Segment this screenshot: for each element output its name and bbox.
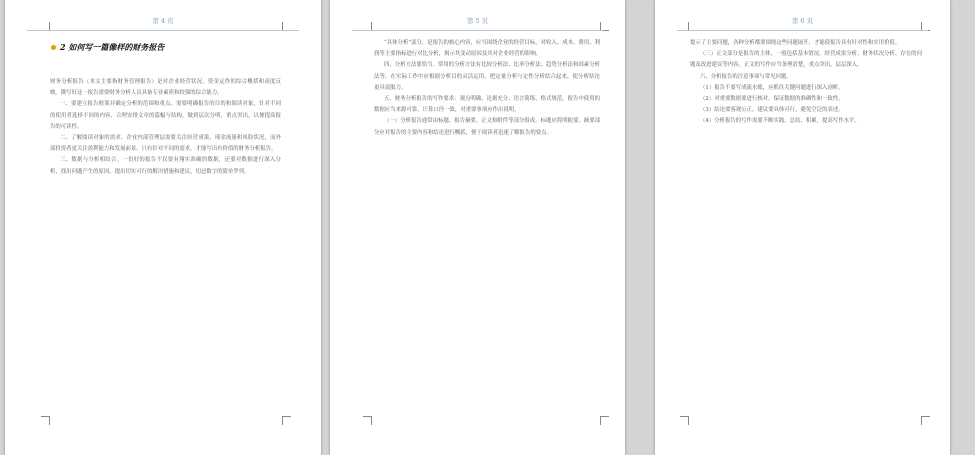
paragraph: （4）分析报告的写作需要不断实践、总结、积累，提高写作水平。 (700, 118, 860, 125)
paragraph: 提示了主要问题，各种分析都要围绕这些问题展开，才能使报告具有针对性和实用价值。 (690, 40, 901, 46)
paragraph: （3）结论要客观公正，建议要具体可行，避免空泛的表述。 (700, 107, 844, 114)
crop-mark (282, 416, 291, 425)
crop-mark (680, 416, 689, 425)
paragraph: 一、要建立报告框架并确定分析的范围和重点。需要明确报告的目的和阅读对象，针对不同的使用者选择不同的内容，合理安排文章的篇幅与结构，做到层次分明，重点突出，以便提高报告的可读性。 (50, 101, 281, 130)
page-header: 第 5 页 (352, 14, 603, 31)
paragraph: 三、数据与分析相结合。一份好的报告不仅要有翔实准确的数据，还要对数据进行深入分析，找出问题产生的原因，提出切实可行的解决措施和建议，切忌数字的简单罗列。 (50, 157, 281, 175)
paragraph: （2）对重要数据要进行核对，保证数据的准确性和一致性。 (700, 96, 844, 103)
page-body[interactable] (690, 38, 922, 128)
document-page-2 (330, 0, 625, 455)
page-body[interactable] (374, 38, 600, 139)
chapter-title (51, 42, 164, 53)
crop-mark (363, 416, 372, 425)
chapter-title-text: 2 如何写一篇像样的财务报告 (60, 42, 165, 52)
page-body[interactable] (50, 77, 281, 178)
document-page-3 (655, 0, 950, 455)
paragraph: （一）分析报告通常由标题、报告摘要、正文和附件等部分组成。标题应简明扼要，摘要部分应对报告的主要内容和结论进行概括，便于阅读者迅速了解报告的要点。 (374, 118, 600, 136)
paragraph: “具体分析”部分，是报告的核心内容，应当围绕企业的经营目标，对收入、成本、费用、利润等主要指标进行对比分析，揭示其变动原因及其对企业经营的影响。 (374, 40, 600, 58)
crop-mark (921, 416, 930, 425)
page-header: 第 4 页 (27, 14, 299, 31)
paragraph: （1）报告不要写成流水账，应抓住关键问题进行深入剖析。 (700, 84, 844, 91)
paragraph: 二、了解阅读对象的需求。企业内部管理层需要关注经营成果、现金流量和风险状况，而外部投资者更关注盈利能力和发展前景。只有针对不同的需求，才能写出有价值的财务分析报告。 (50, 135, 281, 153)
document-page-1 (5, 0, 321, 455)
paragraph: 财务分析报告（本文主要指财务管理报告）是对企业经营状况、资金运作的综合概括和高度反映。撰写好这一报告需要财务分析人员具备专业素质和较强的综合能力。 (50, 79, 281, 97)
paragraph: 五、财务分析报告的写作要求：观点明确、论据充分、语言简练、格式规范。报告中使用的数据应当来源可靠，计算口径一致，对重要事项应作出说明。 (374, 96, 600, 114)
bullet-icon (51, 45, 56, 50)
paragraph: （三）正文部分是报告的主体，一般包括基本情况、经营成果分析、财务状况分析、存在的问题及改进建议等内容。正文的写作应当条理清楚，重点突出，层层深入。 (690, 51, 922, 69)
crop-mark (600, 416, 609, 425)
crop-mark (41, 416, 50, 425)
paragraph: 六、分析报告的注意事项与常见问题。 (700, 73, 792, 80)
paragraph: 四、分析方法要恰当。常用的分析方法有比较分析法、比率分析法、趋势分析法和因素分析法等。在实际工作中应根据分析目的灵活运用，把定量分析与定性分析结合起来，使分析结论更具说服力。 (374, 62, 600, 91)
page-header: 第 6 页 (677, 14, 928, 31)
